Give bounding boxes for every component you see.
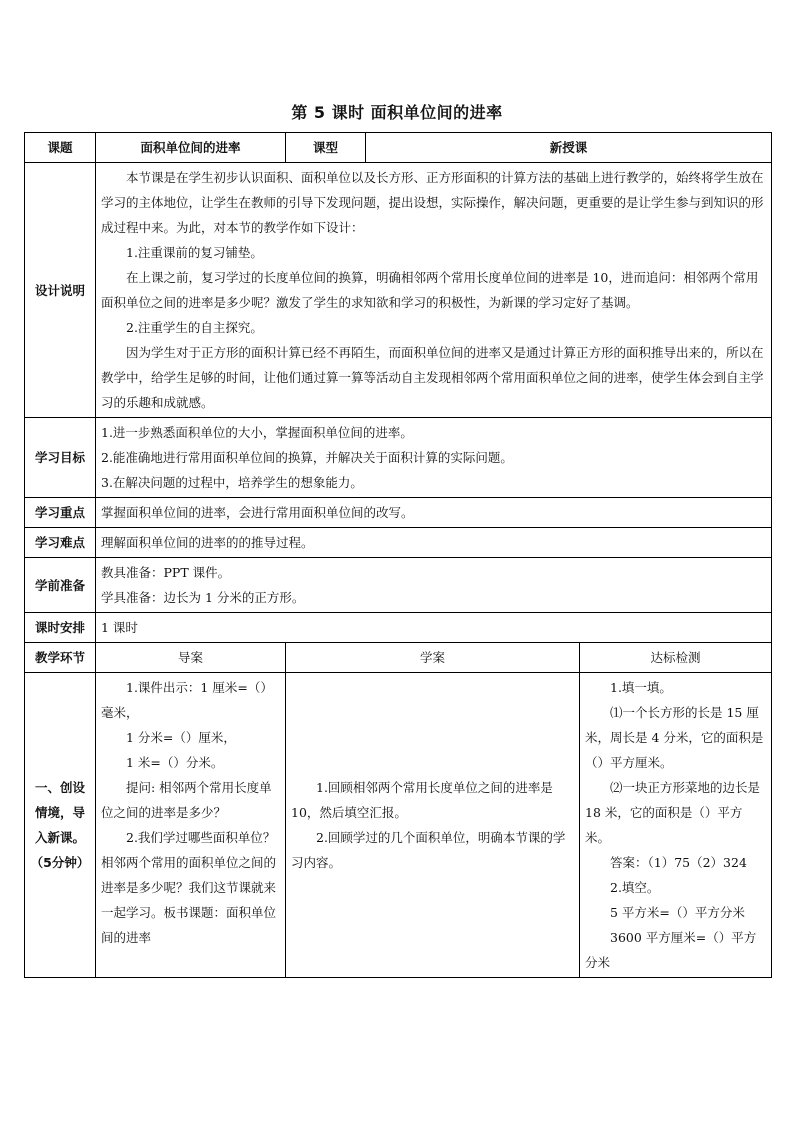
schedule-row — [25, 613, 772, 643]
guide-line: 1.课件出示：1 厘米=（）毫米， — [101, 680, 273, 720]
difficulty-row — [25, 528, 772, 558]
study-line: 1.回顾相邻两个常用长度单位之间的进率是 10，然后填空汇报。 — [291, 780, 553, 820]
guide-column-header: 导案 — [96, 643, 286, 673]
check-content — [580, 673, 772, 978]
design-content — [96, 163, 772, 418]
study-column-header: 学案 — [286, 643, 580, 673]
key-label: 学习重点 — [25, 498, 96, 528]
design-paragraph: 本节课是在学生初步认识面积、面积单位以及长方形、正方形面积的计算方法的基础上进行教学的，始终将学生放在学习的主体地位，让学生在教师的引导下发现问题，提出设想，实际操作，解决问题，更重要的是让学生参与到知识的形成过程中来。为此，对本节的教学作如下设计： — [101, 170, 764, 235]
goals-content — [96, 418, 772, 498]
prep-item: 学具准备：边长为 1 分米的正方形。 — [101, 590, 305, 605]
schedule-content: 1 课时 — [96, 613, 772, 643]
goal-item: 2.能准确地进行常用面积单位间的换算，并解决关于面积计算的实际问题。 — [101, 450, 513, 465]
design-paragraph: 1.注重课前的复习铺垫。 — [126, 245, 263, 260]
study-content — [286, 673, 580, 978]
design-row — [25, 163, 772, 418]
schedule-label: 课时安排 — [25, 613, 96, 643]
type-value: 新授课 — [366, 133, 772, 163]
goal-item: 1.进一步熟悉面积单位的大小，掌握面积单位间的进率。 — [101, 425, 413, 440]
check-line: ⑵一块正方形菜地的边长是 18 米，它的面积是（）平方米。 — [585, 780, 761, 845]
key-row — [25, 498, 772, 528]
guide-line: 2.我们学过哪些面积单位？相邻两个常用的面积单位之间的进率是多少呢？我们这节课就来一起学习。板书课题：面积单位间的进率 — [101, 830, 277, 945]
design-label: 设计说明 — [25, 163, 96, 418]
check-column-header: 达标检测 — [580, 643, 772, 673]
topic-label: 课题 — [25, 133, 96, 163]
lesson-plan-table — [24, 132, 772, 978]
check-line: 5 平方米=（）平方分米 — [610, 905, 745, 920]
goals-row — [25, 418, 772, 498]
prep-row — [25, 558, 772, 613]
type-label: 课型 — [286, 133, 366, 163]
design-paragraph: 因为学生对于正方形的面积计算已经不再陌生，而面积单位间的进率又是通过计算正方形的面积推导出来的，所以在教学中，给学生足够的时间，让他们通过算一算等活动自主发现相邻两个常用面积单位之间的进率，使学生体会到自主学习的乐趣和成就感。 — [101, 345, 764, 410]
stage-column-header: 教学环节 — [25, 643, 96, 673]
difficulty-content: 理解面积单位间的进率的的推导过程。 — [96, 528, 772, 558]
section-label: 一、创设情境，导入新课。（5分钟） — [25, 673, 96, 978]
prep-item: 教具准备：PPT 课件。 — [101, 565, 231, 580]
check-line: 答案：（1）75（2）324 — [610, 855, 747, 870]
study-line: 2.回顾学过的几个面积单位，明确本节课的学习内容。 — [291, 830, 566, 870]
difficulty-label: 学习难点 — [25, 528, 96, 558]
guide-line: 提问: 相邻两个常用长度单位之间的进率是多少？ — [101, 780, 272, 820]
guide-line: 1 分米=（）厘米， — [126, 730, 236, 745]
check-line: 1.填一填。 — [610, 680, 672, 695]
guide-line: 1 米=（）分米。 — [126, 755, 224, 770]
design-paragraph: 2.注重学生的自主探究。 — [126, 320, 263, 335]
section-row — [25, 673, 772, 978]
key-content: 掌握面积单位间的进率，会进行常用面积单位间的改写。 — [96, 498, 772, 528]
check-line: ⑴一个长方形的长是 15 厘米，周长是 4 分米，它的面积是（）平方厘米。 — [585, 705, 764, 770]
goal-item: 3.在解决问题的过程中，培养学生的想象能力。 — [101, 475, 363, 490]
prep-label: 学前准备 — [25, 558, 96, 613]
design-paragraph: 在上课之前，复习学过的长度单位间的换算，明确相邻两个常用长度单位间的进率是 10，进而追问：相邻两个常用面积单位之间的进率是多少呢？激发了学生的求知欲和学习的积极性，为新课的学习定好了基调。 — [101, 270, 759, 310]
page-title: 第 5 课时 面积单位间的进率 — [291, 103, 503, 122]
topic-value: 面积单位间的进率 — [96, 133, 286, 163]
goals-label: 学习目标 — [25, 418, 96, 498]
guide-content — [96, 673, 286, 978]
columns-header-row — [25, 643, 772, 673]
topic-row — [25, 133, 772, 163]
prep-content — [96, 558, 772, 613]
check-line: 3600 平方厘米=（）平方分米 — [585, 930, 757, 970]
check-line: 2.填空。 — [610, 880, 660, 895]
